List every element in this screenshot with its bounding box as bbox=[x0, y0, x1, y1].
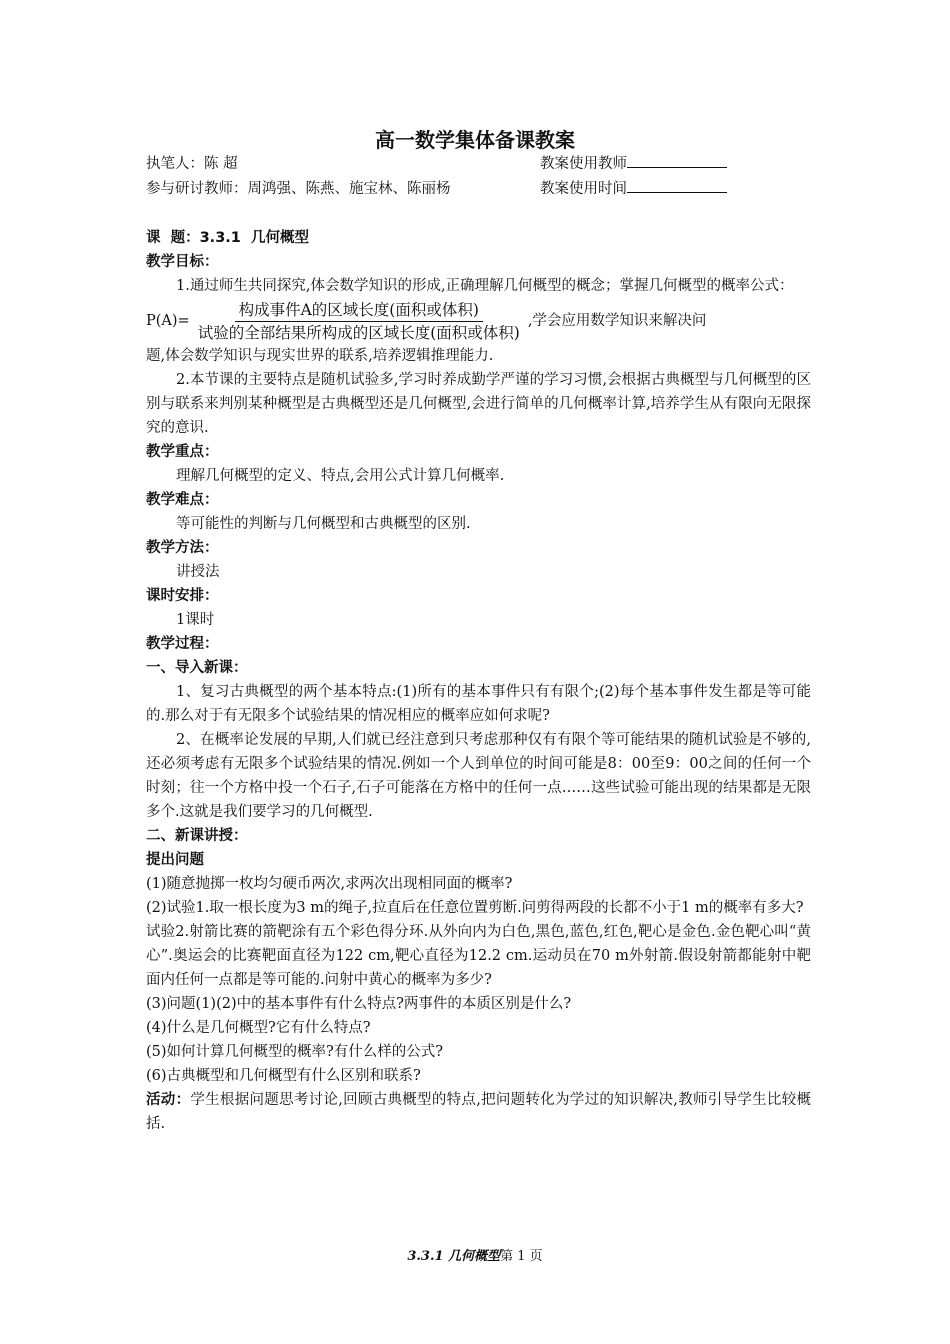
formula-fraction bbox=[194, 301, 524, 342]
difficulty-text: 等可能性的判断与几何概型和古典概型的区别. bbox=[176, 516, 471, 532]
probability-formula bbox=[146, 300, 811, 342]
document-title: 高一数学集体备课教案 bbox=[375, 128, 575, 152]
process-heading: 教学过程： bbox=[146, 636, 219, 652]
hours-heading: 课时安排： bbox=[146, 588, 219, 604]
question-6: (6)古典概型和几何概型有什么区别和联系? bbox=[146, 1068, 421, 1084]
document-body bbox=[146, 226, 811, 1136]
formula-numerator: 构成事件A的区域长度(面积或体积) bbox=[235, 301, 483, 322]
author-line: 执笔人：陈 超 bbox=[146, 156, 238, 172]
teacher-label: 教案使用教师 bbox=[540, 156, 627, 172]
activity-paragraph bbox=[146, 1088, 811, 1136]
page-footer bbox=[0, 1245, 950, 1264]
questions-heading: 提出问题 bbox=[146, 852, 204, 868]
formula-tail: ,学会应用数学知识来解决问 bbox=[527, 313, 707, 329]
time-label: 教案使用时间 bbox=[540, 181, 627, 197]
question-3: (3)问题(1)(2)中的基本事件有什么特点?两事件的本质区别是什么? bbox=[146, 996, 572, 1012]
question-2: (2)试验1.取一根长度为3 m的绳子,拉直后在任意位置剪断.问剪得两段的长都不小于1 m的概率有多大? bbox=[146, 900, 804, 916]
method-heading: 教学方法： bbox=[146, 540, 219, 556]
goal2-text: 2.本节课的主要特点是随机试验多,学习时养成勤学严谨的学习习惯,会根据古典概型与几何概型的区别与联系来判别某种概型是古典概型还是几何概型,会进行简单的几何概率计算,培养学生从有限向无限探究的意识. bbox=[146, 372, 811, 436]
goal1-intro: 1.通过师生共同探究,体会数学知识的形成,正确理解几何概型的概念；掌握几何概型的概率公式： bbox=[176, 278, 794, 294]
time-field bbox=[540, 177, 727, 198]
intro-paragraph-1: 1、复习古典概型的两个基本特点:(1)所有的基本事件只有有限个;(2)每个基本事件发生都是等可能的.那么对于有无限多个试验结果的情况相应的概率应如何求呢? bbox=[146, 684, 811, 724]
section2-heading: 二、新课讲授： bbox=[146, 828, 248, 844]
hours-text: 1课时 bbox=[176, 612, 215, 628]
key-heading: 教学重点： bbox=[146, 444, 219, 460]
participants-line: 参与研讨教师：周鸿强、陈燕、施宝林、陈丽杨 bbox=[146, 181, 451, 197]
time-blank bbox=[627, 178, 727, 193]
teacher-blank bbox=[627, 153, 727, 168]
goals-heading: 教学目标： bbox=[146, 254, 219, 270]
question-4: (4)什么是几何概型?它有什么特点? bbox=[146, 1020, 371, 1036]
difficulty-heading: 教学难点： bbox=[146, 492, 219, 508]
section1-heading: 一、导入新课： bbox=[146, 660, 248, 676]
teacher-field bbox=[540, 152, 727, 173]
goal1-end: 题,体会数学知识与现实世界的联系,培养逻辑推理能力. bbox=[146, 348, 494, 364]
formula-denominator: 试验的全部结果所构成的区域长度(面积或体积) bbox=[197, 323, 520, 342]
question-5: (5)如何计算几何概型的概率?有什么样的公式? bbox=[146, 1044, 444, 1060]
activity-label: 活动： bbox=[146, 1092, 191, 1108]
footer-page-number: 第 1 页 bbox=[500, 1249, 543, 1264]
question-2-experiment-2: 试验2.射箭比赛的箭靶涂有五个彩色得分环.从外向内为白色,黑色,蓝色,红色,靶心是金色.金色靶心叫“黄心”.奥运会的比赛靶面直径为122 cm,靶心直径为12.2 cm.运动员在70 m外射箭.假设射箭都能射中靶面内任何一点都是等可能的.问射中黄心的概率为多少? bbox=[146, 924, 811, 988]
formula-lhs: P(A)= bbox=[146, 313, 190, 329]
question-1: (1)随意抛掷一枚均匀硬币两次,求两次出现相同面的概率? bbox=[146, 876, 513, 892]
topic-line: 课 题：3.3.1 几何概型 bbox=[146, 230, 309, 246]
intro-paragraph-2: 2、在概率论发展的早期,人们就已经注意到只考虑那种仅有有限个等可能结果的随机试验是不够的,还必须考虑有无限多个试验结果的情况.例如一个人到单位的时间可能是8：00至9：00之间的任何一个时刻；往一个方格中投一个石子,石子可能落在方格中的任何一点……这些试验可能出现的结果都是无限多个.这就是我们要学习的几何概型. bbox=[146, 732, 811, 820]
activity-text: 学生根据问题思考讨论,回顾古典概型的特点,把问题转化为学过的知识解决,教师引导学生比较概括. bbox=[146, 1092, 811, 1132]
method-text: 讲授法 bbox=[176, 564, 220, 580]
footer-title: 3.3.1 几何概型 bbox=[407, 1249, 501, 1264]
key-text: 理解几何概型的定义、特点,会用公式计算几何概率. bbox=[176, 468, 505, 484]
